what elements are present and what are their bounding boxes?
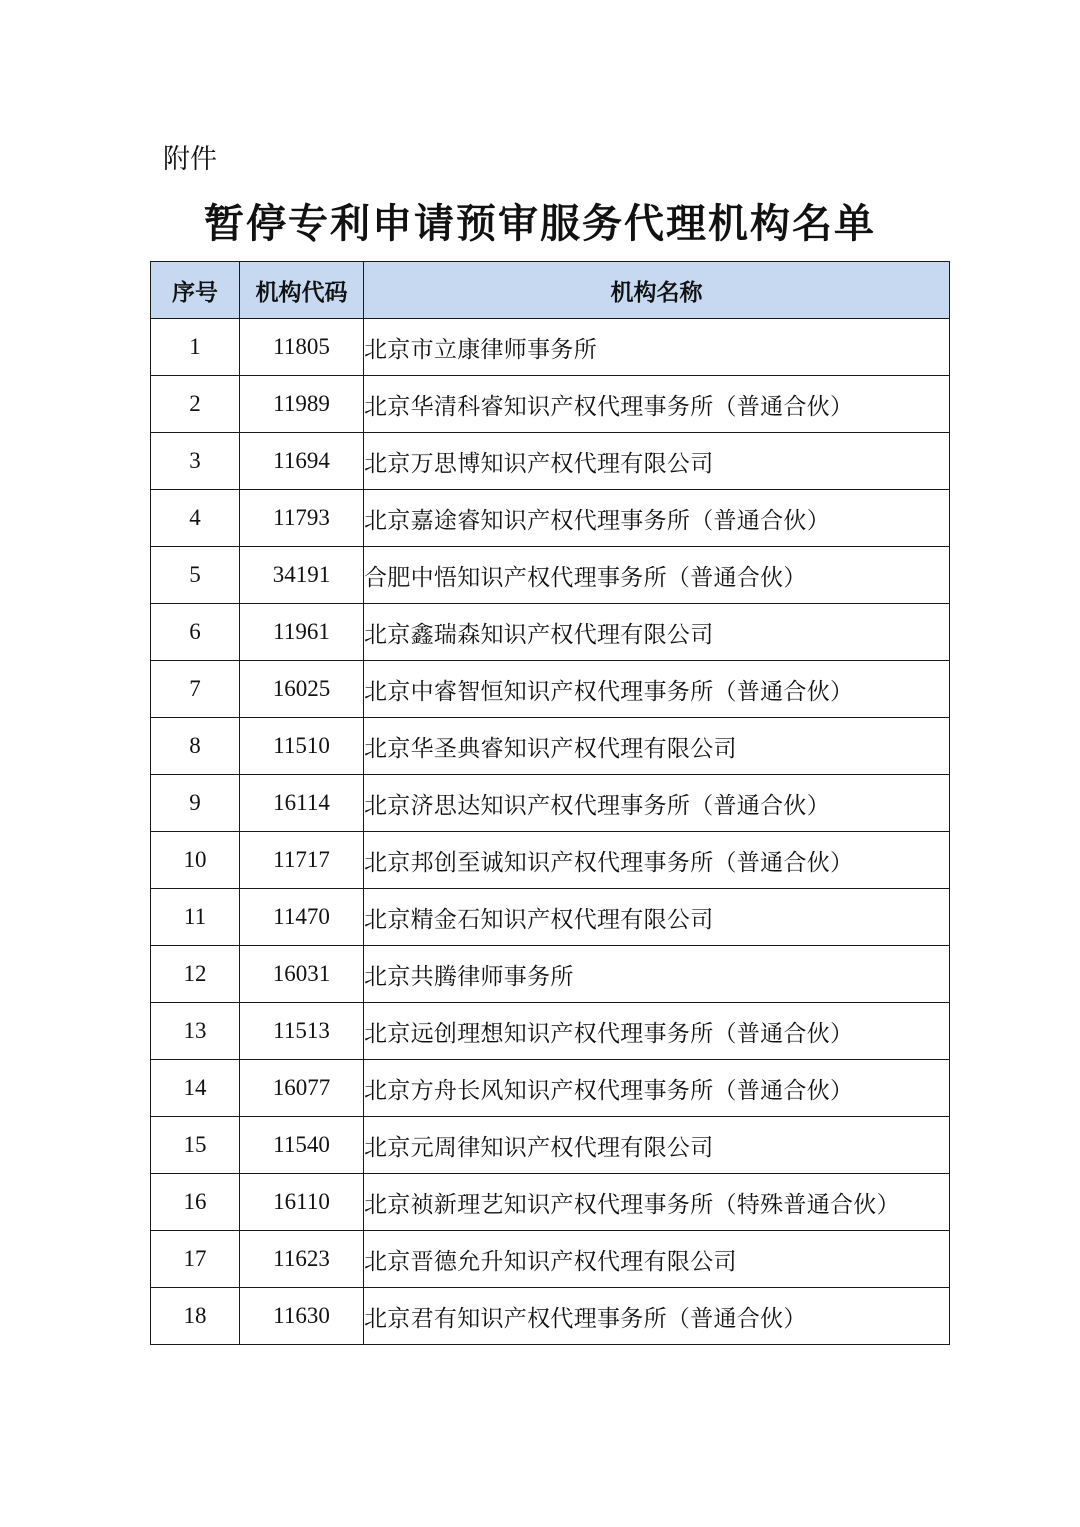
row-index: 6	[151, 604, 240, 661]
row-code: 11961	[240, 604, 364, 661]
table-row	[151, 1117, 950, 1174]
row-code: 11470	[240, 889, 364, 946]
row-name: 北京鑫瑞森知识产权代理有限公司	[364, 604, 950, 661]
row-name: 北京方舟长风知识产权代理事务所（普通合伙）	[364, 1060, 950, 1117]
agency-table	[150, 261, 950, 1345]
attachment-label: 附件	[163, 144, 217, 175]
row-code: 11793	[240, 490, 364, 547]
table-header	[151, 262, 950, 319]
row-index: 15	[151, 1117, 240, 1174]
row-code: 11805	[240, 319, 364, 376]
row-index: 12	[151, 946, 240, 1003]
row-code: 11630	[240, 1288, 364, 1345]
row-name: 北京嘉途睿知识产权代理事务所（普通合伙）	[364, 490, 950, 547]
table-row	[151, 604, 950, 661]
table-row	[151, 490, 950, 547]
row-code: 11989	[240, 376, 364, 433]
row-code: 11510	[240, 718, 364, 775]
row-name: 北京邦创至诚知识产权代理事务所（普通合伙）	[364, 832, 950, 889]
table-row	[151, 718, 950, 775]
table-row	[151, 775, 950, 832]
row-index: 10	[151, 832, 240, 889]
row-code: 16077	[240, 1060, 364, 1117]
table-row	[151, 1231, 950, 1288]
row-code: 11623	[240, 1231, 364, 1288]
table-row	[151, 946, 950, 1003]
row-name: 北京远创理想知识产权代理事务所（普通合伙）	[364, 1003, 950, 1060]
row-code: 16025	[240, 661, 364, 718]
row-index: 9	[151, 775, 240, 832]
row-code: 11513	[240, 1003, 364, 1060]
row-name: 北京共腾律师事务所	[364, 946, 950, 1003]
row-index: 18	[151, 1288, 240, 1345]
header-code: 机构代码	[240, 262, 364, 319]
header-row	[151, 262, 950, 319]
table-row	[151, 547, 950, 604]
row-index: 2	[151, 376, 240, 433]
header-name: 机构名称	[364, 262, 950, 319]
row-index: 1	[151, 319, 240, 376]
row-name: 北京万思博知识产权代理有限公司	[364, 433, 950, 490]
table-row	[151, 661, 950, 718]
row-code: 11540	[240, 1117, 364, 1174]
row-index: 14	[151, 1060, 240, 1117]
table-row	[151, 319, 950, 376]
row-name: 北京祯新理艺知识产权代理事务所（特殊普通合伙）	[364, 1174, 950, 1231]
row-index: 11	[151, 889, 240, 946]
row-code: 34191	[240, 547, 364, 604]
table-row	[151, 1060, 950, 1117]
table-row	[151, 1003, 950, 1060]
row-name: 北京济思达知识产权代理事务所（普通合伙）	[364, 775, 950, 832]
row-name: 合肥中悟知识产权代理事务所（普通合伙）	[364, 547, 950, 604]
row-index: 5	[151, 547, 240, 604]
row-index: 7	[151, 661, 240, 718]
row-name: 北京元周律知识产权代理有限公司	[364, 1117, 950, 1174]
table-row	[151, 433, 950, 490]
table-row	[151, 889, 950, 946]
page-title: 暂停专利申请预审服务代理机构名单	[204, 201, 876, 247]
row-name: 北京市立康律师事务所	[364, 319, 950, 376]
row-name: 北京晋德允升知识产权代理有限公司	[364, 1231, 950, 1288]
row-index: 3	[151, 433, 240, 490]
header-index: 序号	[151, 262, 240, 319]
row-name: 北京华圣典睿知识产权代理有限公司	[364, 718, 950, 775]
row-code: 16114	[240, 775, 364, 832]
row-index: 4	[151, 490, 240, 547]
table-row	[151, 1288, 950, 1345]
row-code: 11694	[240, 433, 364, 490]
row-index: 17	[151, 1231, 240, 1288]
table-row	[151, 376, 950, 433]
row-code: 11717	[240, 832, 364, 889]
row-name: 北京君有知识产权代理事务所（普通合伙）	[364, 1288, 950, 1345]
row-name: 北京华清科睿知识产权代理事务所（普通合伙）	[364, 376, 950, 433]
table-body	[151, 319, 950, 1345]
row-code: 16110	[240, 1174, 364, 1231]
row-name: 北京精金石知识产权代理有限公司	[364, 889, 950, 946]
row-name: 北京中睿智恒知识产权代理事务所（普通合伙）	[364, 661, 950, 718]
table-row	[151, 832, 950, 889]
table-row	[151, 1174, 950, 1231]
row-index: 8	[151, 718, 240, 775]
row-code: 16031	[240, 946, 364, 1003]
row-index: 16	[151, 1174, 240, 1231]
row-index: 13	[151, 1003, 240, 1060]
